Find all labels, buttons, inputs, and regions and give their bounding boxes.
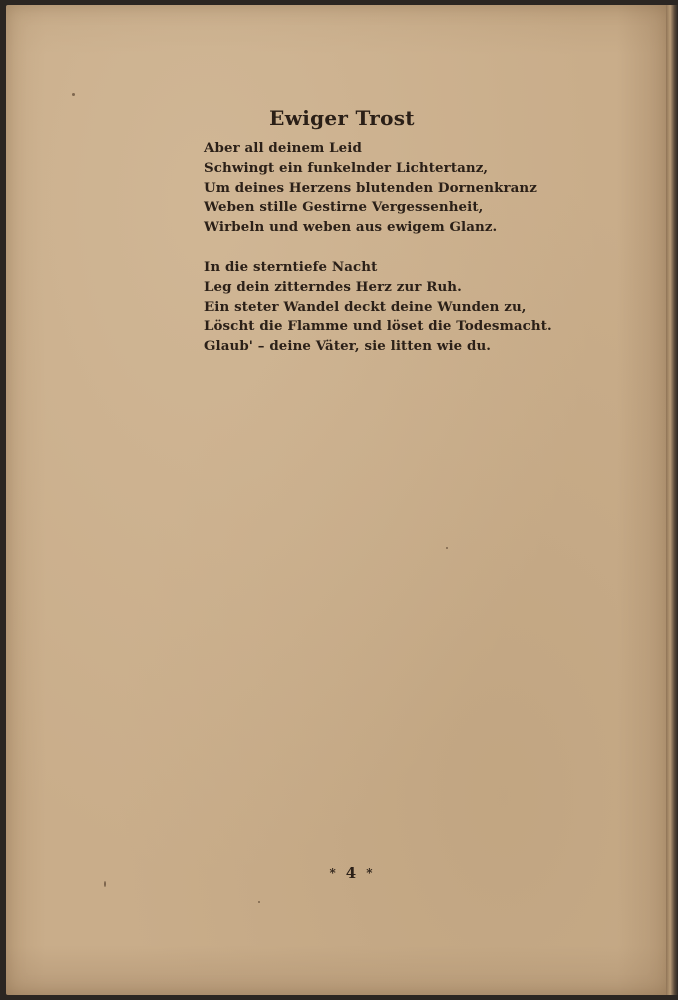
- poem-line: Schwingt ein funkelnder Lichtertanz,: [204, 159, 489, 176]
- star-ornament-left: *: [329, 866, 336, 880]
- page-number-value: 4: [345, 864, 357, 882]
- poem-line: In die sterntiefe Nacht: [204, 259, 378, 275]
- poem-line: Löscht die Flamme und löset die Todesmacht.: [204, 318, 552, 335]
- poem-line: Weben stille Gestirne Vergessenheit,: [204, 199, 484, 216]
- star-ornament-right: *: [366, 866, 373, 880]
- page-number: [0, 864, 678, 882]
- paper-speck: [446, 547, 448, 549]
- poem-line: Wirbeln und weben aus ewigem Glanz.: [204, 219, 498, 236]
- poem-line: Aber all deinem Leid: [204, 140, 362, 156]
- paper-speck: [258, 901, 260, 903]
- stanza-1: [204, 139, 537, 238]
- poem-line: Um deines Herzens blutenden Dornenkranz: [204, 179, 537, 196]
- poem-line: Ein steter Wandel deckt deine Wunden zu,: [204, 298, 527, 315]
- poem-line: Glaub' – deine Väter, sie litten wie du.: [204, 338, 492, 355]
- poem-line: Leg dein zitterndes Herz zur Ruh.: [204, 278, 462, 295]
- poem-title: Ewiger Trost: [269, 106, 415, 130]
- paper-speck: [72, 93, 75, 96]
- stanza-2: [204, 258, 552, 357]
- page-edge: [666, 5, 678, 995]
